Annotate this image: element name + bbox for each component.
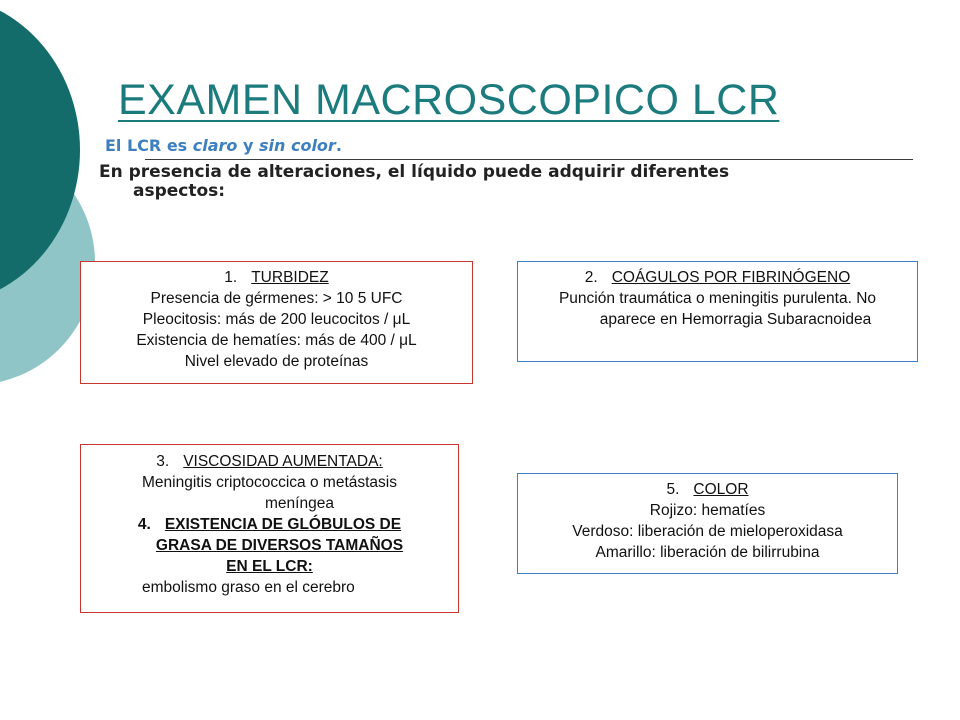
intro-line-1 bbox=[105, 136, 342, 155]
divider-line bbox=[145, 159, 913, 160]
box-line: Pleocitosis: más de 200 leucocitos / μL bbox=[142, 311, 411, 328]
intro-emphasis-claro: claro bbox=[192, 136, 238, 155]
heading-label: TURBIDEZ bbox=[251, 269, 329, 286]
box-line: Presencia de gérmenes: > 10 5 UFC bbox=[150, 290, 403, 307]
intro-text: En presencia de alteraciones, el líquido puede adquirir diferentes bbox=[99, 162, 730, 182]
box-line: embolismo graso en el cerebro bbox=[142, 579, 355, 596]
box-line: meníngea bbox=[265, 495, 334, 512]
intro-emphasis-sin-color: sin color bbox=[259, 136, 336, 155]
viscosidad-box bbox=[80, 444, 459, 613]
heading-label: EXISTENCIA DE GLÓBULOS DE bbox=[164, 516, 402, 533]
intro-text: y bbox=[237, 136, 259, 155]
globulos-grasa-heading-cont bbox=[81, 556, 458, 577]
globulos-grasa-heading-cont bbox=[81, 535, 458, 556]
box-line: aparece en Hemorragia Subaracnoidea bbox=[599, 311, 872, 328]
viscosidad-heading bbox=[81, 451, 458, 472]
box-line: Punción traumática o meningitis purulenta. No bbox=[558, 290, 877, 307]
item-number: 4. bbox=[137, 516, 151, 533]
coagulos-box bbox=[517, 261, 918, 362]
item-number: 1. bbox=[224, 269, 238, 286]
turbidez-heading bbox=[81, 267, 472, 288]
box-line: Meningitis criptococcica o metástasis bbox=[142, 474, 397, 491]
coagulos-heading bbox=[518, 267, 917, 288]
globulos-grasa-heading bbox=[81, 514, 458, 535]
slide-title: EXAMEN MACROSCOPICO LCR bbox=[118, 76, 780, 124]
box-line: Existencia de hematíes: más de 400 / μL bbox=[136, 332, 417, 349]
box-line: Nivel elevado de proteínas bbox=[184, 353, 369, 370]
heading-label: COÁGULOS POR FIBRINÓGENO bbox=[611, 269, 851, 286]
box-line: Rojizo: hematíes bbox=[649, 502, 766, 519]
heading-label: EN EL LCR: bbox=[226, 558, 313, 575]
item-number: 5. bbox=[666, 481, 680, 498]
item-number: 2. bbox=[584, 269, 598, 286]
intro-text: aspectos: bbox=[133, 181, 226, 201]
intro-line-2 bbox=[99, 163, 889, 201]
box-line: Verdoso: liberación de mieloperoxidasa bbox=[572, 523, 843, 540]
box-line: Amarillo: liberación de bilirrubina bbox=[595, 544, 820, 561]
intro-text: El LCR es bbox=[105, 136, 193, 155]
color-box bbox=[517, 473, 898, 574]
item-number: 3. bbox=[156, 453, 170, 470]
heading-label: VISCOSIDAD AUMENTADA: bbox=[183, 453, 383, 470]
heading-label: GRASA DE DIVERSOS TAMAÑOS bbox=[155, 537, 404, 554]
color-heading bbox=[518, 479, 897, 500]
turbidez-box bbox=[80, 261, 473, 384]
intro-text: . bbox=[335, 136, 342, 155]
heading-label: COLOR bbox=[693, 481, 749, 498]
